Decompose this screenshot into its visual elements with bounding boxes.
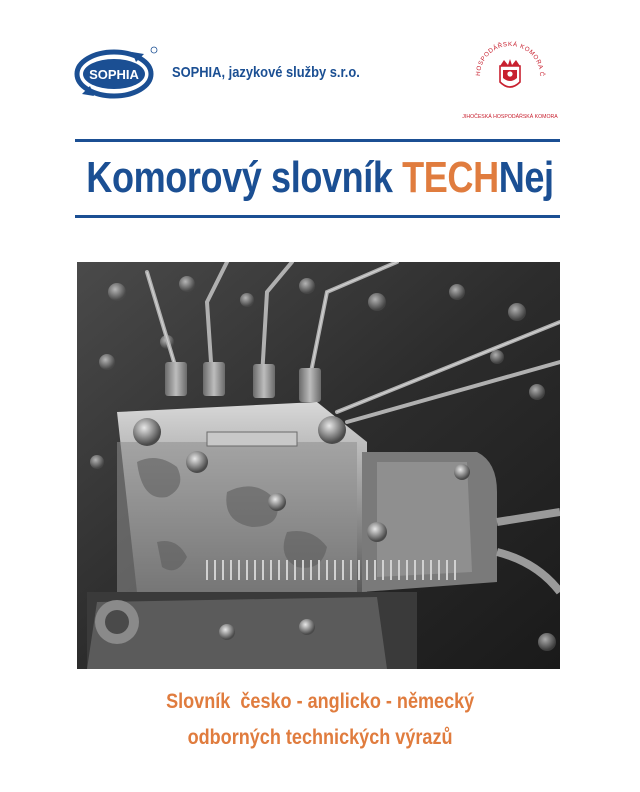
engine-photo (77, 262, 560, 669)
chamber-logo (458, 34, 570, 126)
title-part-1: Komorový slovník (86, 153, 403, 202)
title-part-3: Nej (498, 153, 554, 202)
bottom-rule (75, 215, 560, 218)
header (0, 0, 640, 130)
sophia-logo (74, 44, 158, 102)
page-title (0, 152, 640, 204)
title-part-2: TECH (402, 153, 499, 202)
top-rule (75, 139, 560, 142)
subtitle-line-2: odborných technických výrazů (187, 726, 453, 749)
chamber-caption: JIHOČESKÁ HOSPODÁŘSKÁ KOMORA (462, 114, 558, 120)
chamber-arc-text: HOSPODÁŘSKÁ KOMORA Č (474, 40, 546, 78)
company-name: SOPHIA, jazykové služby s.r.o. (172, 64, 360, 81)
sophia-logo-text: SOPHIA (89, 67, 139, 82)
subtitle-line-1: Slovník česko - anglicko - německý (165, 690, 475, 713)
